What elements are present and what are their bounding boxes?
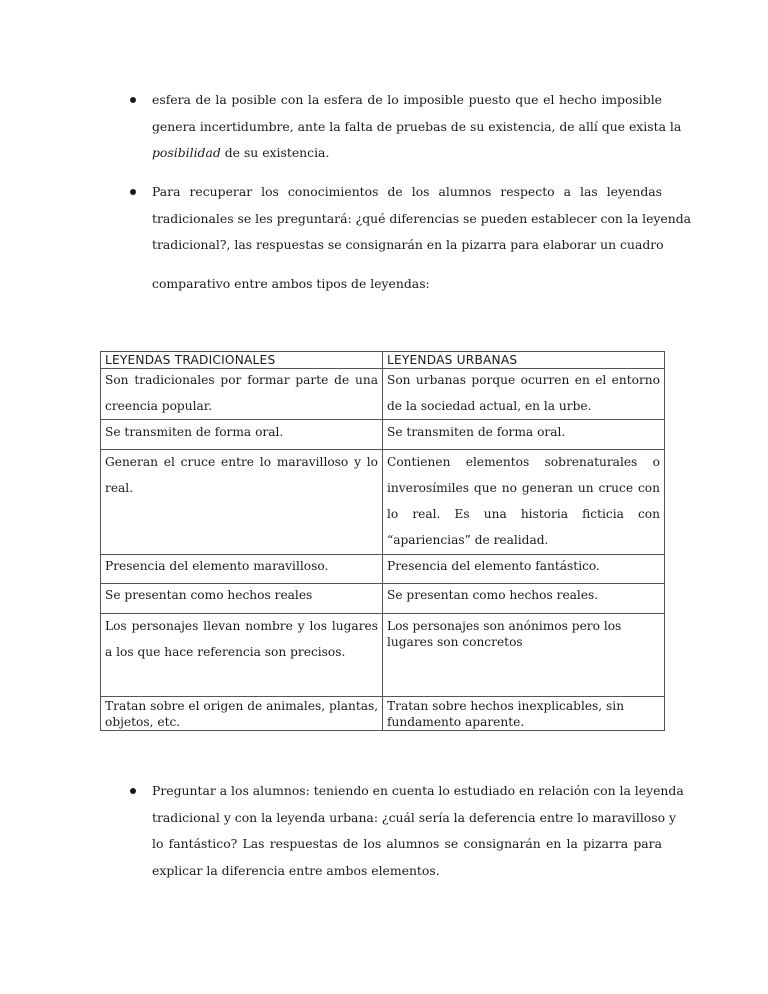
table-cell (383, 450, 665, 555)
table-cell (101, 450, 383, 555)
cell-line: fundamento aparente. (387, 715, 525, 729)
table-cell (101, 697, 383, 731)
cell-line: Son urbanas porque ocurren en el entorno (387, 373, 660, 387)
cell-line: real. (105, 481, 134, 495)
text-line: comparativo entre ambos tipos de leyendas: (152, 276, 430, 291)
table-cell (383, 555, 665, 584)
table-cell (383, 614, 665, 697)
table-row (101, 420, 665, 450)
cell-line: a los que hace referencia son precisos. (105, 645, 346, 659)
bullet-text (152, 179, 692, 259)
text-line (152, 140, 662, 167)
table-cell (383, 584, 665, 614)
table-header-cell: LEYENDAS URBANAS (383, 352, 665, 369)
cell-line: Contienen elementos sobrenaturales o (387, 455, 660, 469)
cell-line: de la sociedad actual, en la urbe. (387, 399, 592, 413)
table-row (101, 614, 665, 697)
cell-line: Se transmiten de forma oral. (387, 425, 566, 439)
bullet-item-2 (126, 179, 692, 259)
text-line: genera incertidumbre, ante la falta de pruebas de su existencia, de allí que exista la (152, 118, 682, 134)
table-cell (101, 369, 383, 420)
cell-line: creencia popular. (105, 399, 213, 413)
comparison-table (100, 351, 665, 731)
cell-line: Presencia del elemento maravilloso. (105, 559, 329, 573)
text-line: Para recuperar los conocimientos de los alumnos respecto a las leyendas (152, 184, 662, 199)
cell-line: Tratan sobre hechos inexplicables, sin (387, 699, 625, 713)
bullet-text (152, 87, 682, 167)
table-cell (101, 555, 383, 584)
table-cell (101, 584, 383, 614)
cell-line: Generan el cruce entre lo maravilloso y lo (105, 455, 378, 469)
cell-line: Se presentan como hechos reales (105, 588, 313, 602)
cell-line: Tratan sobre el origen de animales, plantas, (105, 699, 379, 713)
bullet-dot-icon (130, 189, 136, 195)
cell-line: Son tradicionales por formar parte de una (105, 373, 378, 387)
table-cell (101, 614, 383, 697)
text-line: lo fantástico? Las respuestas de los alumnos se consignarán en la pizarra para (152, 836, 662, 851)
text-line: esfera de la posible con la esfera de lo imposible puesto que el hecho imposible (152, 92, 662, 107)
table-row (101, 450, 665, 555)
table-cell (383, 420, 665, 450)
cell-line: lugares son concretos (387, 635, 523, 649)
text-line: Preguntar a los alumnos: teniendo en cuenta lo estudiado en relación con la leyenda (152, 783, 684, 798)
table-row (101, 369, 665, 420)
table-row (101, 555, 665, 584)
cell-line: inverosímiles que no generan un cruce con (387, 481, 660, 495)
bullet-item-3 (126, 778, 684, 884)
table-header-row (101, 352, 665, 369)
cell-line: Los personajes son anónimos pero los (387, 619, 622, 633)
text-line: tradicional y con la leyenda urbana: ¿cuál sería la deferencia entre lo maravilloso y (152, 809, 677, 825)
table-cell (101, 420, 383, 450)
text-fragment: de su existencia. (220, 145, 330, 160)
bullet-dot-icon (130, 788, 136, 794)
italic-word: posibilidad (152, 145, 221, 160)
text-line: explicar la diferencia entre ambos elementos. (152, 862, 440, 878)
bullet-dot-icon (130, 97, 136, 103)
table-header-cell: LEYENDAS TRADICIONALES (101, 352, 383, 369)
table-cell (383, 369, 665, 420)
cell-line: Los personajes llevan nombre y los lugares (105, 619, 378, 633)
bullet-item-1 (126, 87, 682, 167)
table-row (101, 697, 665, 731)
text-line: tradicional?, las respuestas se consignarán en la pizarra para elaborar un cuadro (152, 237, 664, 252)
table-cell (383, 697, 665, 731)
table-row (101, 584, 665, 614)
cell-line: “apariencias” de realidad. (387, 533, 549, 547)
cell-line: lo real. Es una historia ficticia con (387, 507, 660, 521)
cell-line: objetos, etc. (105, 715, 181, 729)
bullet-text (152, 778, 684, 884)
text-line: tradicionales se les preguntará: ¿qué diferencias se pueden establecer con la leyenda (152, 210, 692, 226)
cell-line: Presencia del elemento fantástico. (387, 559, 600, 573)
cell-line: Se presentan como hechos reales. (387, 588, 599, 602)
cell-line: Se transmiten de forma oral. (105, 425, 284, 439)
